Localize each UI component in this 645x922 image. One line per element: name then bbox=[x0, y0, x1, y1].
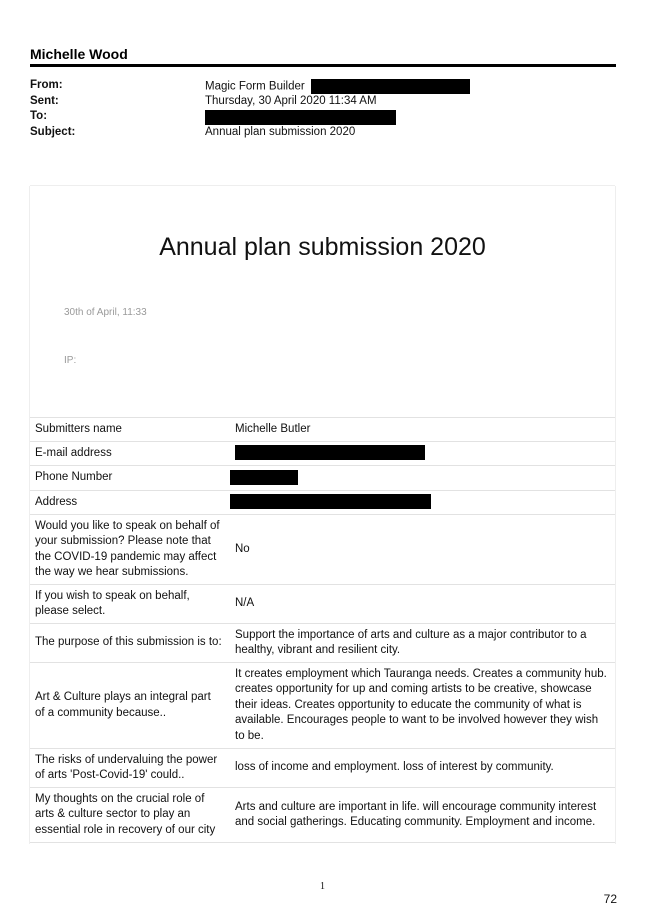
table-row bbox=[30, 515, 615, 585]
form-title: Annual plan submission 2020 bbox=[159, 233, 486, 261]
answer-cell bbox=[231, 491, 615, 515]
subject-value: Annual plan submission 2020 bbox=[205, 125, 356, 138]
question-cell: Address bbox=[30, 491, 231, 515]
question-cell: The risks of undervaluing the power of arts 'Post-Covid-19' could.. bbox=[30, 749, 231, 788]
question-cell: E-mail address bbox=[30, 442, 231, 466]
from-value bbox=[205, 79, 470, 94]
sent-row bbox=[30, 95, 616, 111]
to-row bbox=[30, 110, 616, 126]
table-row bbox=[30, 624, 615, 663]
answer-cell: N/A bbox=[231, 585, 615, 624]
question-cell: Phone Number bbox=[30, 466, 231, 491]
submission-table bbox=[30, 417, 615, 843]
header-rule bbox=[30, 64, 616, 67]
subject-row bbox=[30, 126, 616, 142]
question-cell: Would you like to speak on behalf of your submission? Please note that the COVID-19 pandemic may affect the way we hear submissions. bbox=[30, 515, 231, 585]
table-row bbox=[30, 418, 615, 442]
answer-cell: Michelle Butler bbox=[231, 418, 615, 442]
sender-name: Michelle Wood bbox=[30, 46, 128, 62]
table-row bbox=[30, 466, 615, 491]
subject-label: Subject: bbox=[30, 125, 76, 138]
question-cell: If you wish to speak on behalf, please select. bbox=[30, 585, 231, 624]
from-text: Magic Form Builder bbox=[205, 80, 305, 93]
answer-cell bbox=[231, 442, 615, 466]
table-row bbox=[30, 585, 615, 624]
question-cell: Submitters name bbox=[30, 418, 231, 442]
question-cell: My thoughts on the crucial role of arts & culture sector to play an essential role in recovery of our city bbox=[30, 788, 231, 843]
redacted-recipient-block bbox=[205, 110, 396, 125]
table-row bbox=[30, 663, 615, 749]
page-number: 1 bbox=[320, 881, 325, 892]
answer-cell: Support the importance of arts and culture as a major contributor to a healthy, vibrant and resilient city. bbox=[231, 624, 615, 663]
submission-date: 30th of April, 11:33 bbox=[64, 307, 147, 318]
to-label: To: bbox=[30, 110, 48, 122]
question-cell: Art & Culture plays an integral part of a community because.. bbox=[30, 663, 231, 749]
to-value bbox=[205, 110, 396, 125]
answer-cell: loss of income and employment. loss of interest by community. bbox=[231, 749, 615, 788]
email-header bbox=[30, 79, 616, 141]
redacted-email-block bbox=[235, 445, 425, 460]
from-label: From: bbox=[30, 79, 63, 91]
page-stamp: 72 bbox=[603, 892, 617, 906]
answer-cell bbox=[231, 466, 615, 491]
table-row bbox=[30, 491, 615, 515]
table-row bbox=[30, 788, 615, 843]
ip-label: IP: bbox=[64, 355, 77, 366]
redacted-email-block bbox=[311, 79, 470, 94]
redacted-address-block bbox=[230, 494, 431, 509]
question-cell: The purpose of this submission is to: bbox=[30, 624, 231, 663]
answer-cell: It creates employment which Tauranga needs. Creates a community hub. creates opportunity for up and coming artists to be creative, showcase their ideas. Creates opportunity to educate the community of what is available. Encourages people to want to be involved however they wish to be. bbox=[231, 663, 615, 749]
table-row bbox=[30, 442, 615, 466]
redacted-phone-block bbox=[230, 470, 298, 485]
sent-label: Sent: bbox=[30, 94, 59, 107]
answer-cell: No bbox=[231, 515, 615, 585]
from-row bbox=[30, 79, 616, 95]
answer-cell: Arts and culture are important in life. will encourage community interest and social gatherings. Educating community. Employment and income. bbox=[231, 788, 615, 843]
sent-value: Thursday, 30 April 2020 11:34 AM bbox=[205, 94, 377, 107]
table-row bbox=[30, 749, 615, 788]
form-submission-card bbox=[30, 186, 615, 844]
